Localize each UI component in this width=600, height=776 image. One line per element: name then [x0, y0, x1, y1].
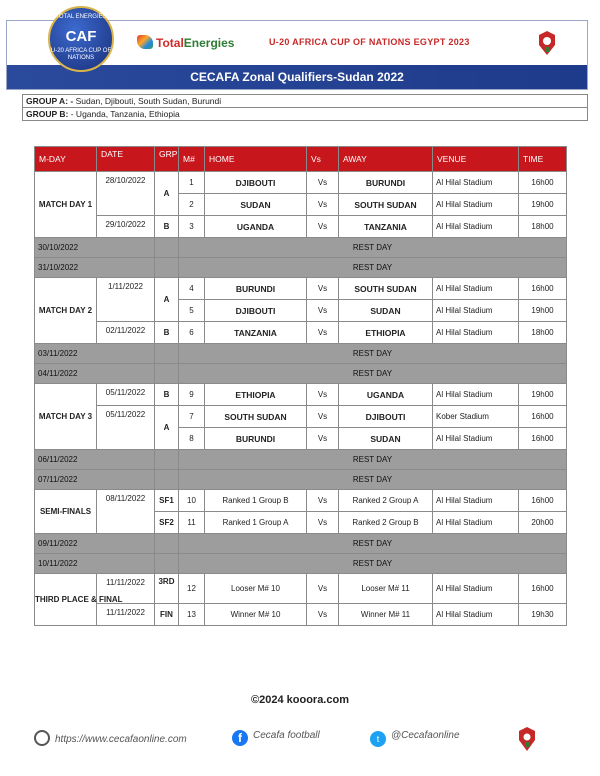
- col-grp: GRP: [155, 147, 179, 172]
- table-row: 8 BURUNDI Vs SUDAN Al Hilal Stadium 16h00: [35, 428, 567, 450]
- header-subtitle: CECAFA Zonal Qualifiers-Sudan 2022: [7, 65, 587, 89]
- schedule-table: [34, 146, 567, 626]
- table-row: THIRD PLACE & FINAL 11/11/2022 3RD 12 Looser M# 10 Vs Looser M# 11 Al Hilal Stadium 16h00: [35, 574, 567, 604]
- groups-box: [22, 94, 588, 121]
- rest-day-row: 03/11/2022 REST DAY: [35, 344, 567, 364]
- col-mday: M-DAY: [35, 147, 97, 172]
- rest-day-row: 04/11/2022 REST DAY: [35, 364, 567, 384]
- table-row: 29/10/2022 B 3 UGANDA Vs TANZANIA Al Hilal Stadium 18h00: [35, 216, 567, 238]
- col-home: HOME: [205, 147, 307, 172]
- table-row: 5 DJIBOUTI Vs SUDAN Al Hilal Stadium 19h00: [35, 300, 567, 322]
- table-row: MATCH DAY 3 05/11/2022 B 9 ETHIOPIA Vs UGANDA Al Hilal Stadium 19h00: [35, 384, 567, 406]
- rest-day-row: 10/11/2022 REST DAY: [35, 554, 567, 574]
- facebook-link[interactable]: f Cecafa football: [232, 730, 320, 746]
- totalenergies-mark-icon: [137, 35, 153, 49]
- col-venue: VENUE: [433, 147, 519, 172]
- sudan-emblem-icon: [516, 726, 538, 752]
- matchday-label: MATCH DAY 1: [35, 172, 97, 238]
- rest-day-row: 30/10/2022 REST DAY: [35, 238, 567, 258]
- rest-day-row: 07/11/2022 REST DAY: [35, 470, 567, 490]
- rest-day-row: 09/11/2022 REST DAY: [35, 534, 567, 554]
- matchday-label: SEMI-FINALS: [35, 490, 97, 534]
- table-row: SF2 11 Ranked 1 Group A Vs Ranked 2 Group B Al Hilal Stadium 20h00: [35, 512, 567, 534]
- table-row: SEMI-FINALS 08/11/2022 SF1 10 Ranked 1 Group B Vs Ranked 2 Group A Al Hilal Stadium 16h00: [35, 490, 567, 512]
- caf-logo: TOTAL ENERGIES CAF U-20 AFRICA CUP OF NATIONS: [48, 6, 114, 72]
- globe-icon: [34, 730, 50, 746]
- totalenergies-logo: TotalEnergies: [137, 35, 234, 50]
- group-a-line: GROUP A: - Sudan, Djibouti, South Sudan, Burundi: [23, 95, 587, 108]
- website-link[interactable]: https://www.cecafaonline.com: [34, 730, 187, 746]
- matchday-label: THIRD PLACE & FINAL: [35, 574, 97, 626]
- rest-day-row: 31/10/2022 REST DAY: [35, 258, 567, 278]
- col-date: DATE: [97, 147, 155, 172]
- cup-title: U-20 AFRICA CUP OF NATIONS EGYPT 2023: [269, 37, 470, 47]
- twitter-link[interactable]: t @Cecafaonline: [370, 730, 460, 747]
- facebook-icon: f: [232, 730, 248, 746]
- rest-day-row: 06/11/2022 REST DAY: [35, 450, 567, 470]
- col-time: TIME: [519, 147, 567, 172]
- table-row: MATCH DAY 2 1/11/2022 A 4 BURUNDI Vs SOUTH SUDAN Al Hilal Stadium 16h00: [35, 278, 567, 300]
- source-credit: ©2024 kooora.com: [251, 694, 349, 706]
- col-vs: Vs: [307, 147, 339, 172]
- group-b-line: GROUP B: - Uganda, Tanzania, Ethiopia: [26, 109, 180, 119]
- sudan-emblem-icon: [535, 29, 559, 57]
- matchday-label: MATCH DAY 2: [35, 278, 97, 344]
- table-row: 02/11/2022 B 6 TANZANIA Vs ETHIOPIA Al Hilal Stadium 18h00: [35, 322, 567, 344]
- document-footer: [0, 726, 600, 756]
- table-row: MATCH DAY 1 28/10/2022 A 1 DJIBOUTI Vs BURUNDI Al Hilal Stadium 16h00: [35, 172, 567, 194]
- matchday-label: MATCH DAY 3: [35, 384, 97, 450]
- col-match: M#: [179, 147, 205, 172]
- table-row: 05/11/2022 A 7 SOUTH SUDAN Vs DJIBOUTI Kober Stadium 16h00: [35, 406, 567, 428]
- table-header-row: [35, 147, 567, 172]
- twitter-icon: t: [370, 731, 386, 747]
- table-row: 2 SUDAN Vs SOUTH SUDAN Al Hilal Stadium 19h00: [35, 194, 567, 216]
- table-row: 11/11/2022 FIN 13 Winner M# 10 Vs Winner M# 11 Al Hilal Stadium 19h30: [35, 604, 567, 626]
- col-away: AWAY: [339, 147, 433, 172]
